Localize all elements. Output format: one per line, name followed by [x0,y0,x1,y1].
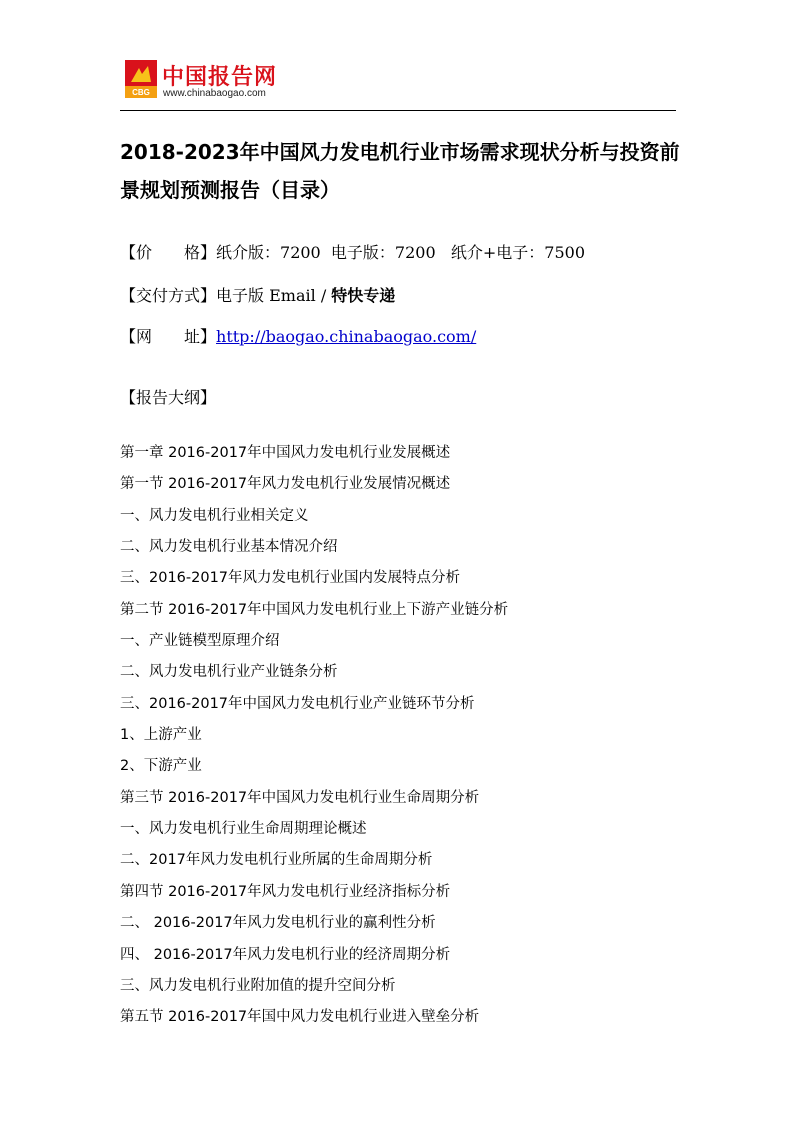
toc-item: 三、风力发电机行业附加值的提升空间分析 [120,977,396,994]
toc-item: 二、2017年风力发电机行业所属的生命周期分析 [120,852,433,869]
price-row [120,240,585,263]
page-header [120,58,680,104]
toc-item: 第二节 2016-2017年中国风力发电机行业上下游产业链分析 [120,601,509,618]
toc-item: 四、 2016-2017年风力发电机行业的经济周期分析 [120,946,451,963]
toc-item: 第四节 2016-2017年风力发电机行业经济指标分析 [120,883,451,900]
delivery-label: 【交付方式】 [120,286,217,305]
toc-item: 一、风力发电机行业相关定义 [120,507,309,524]
delivery-value: 电子版 Email / [216,286,332,305]
price-value: 纸介版：7200 电子版：7200 纸介+电子：7500 [216,243,586,262]
site-address: www.chinabaogao.com [163,88,266,99]
url-label: 【网 址】 [120,327,217,346]
url-row [120,324,476,347]
toc-item: 二、 2016-2017年风力发电机行业的赢利性分析 [120,915,436,932]
cbg-logo-icon [125,60,157,98]
toc-item: 三、2016-2017年中国风力发电机行业产业链环节分析 [120,695,475,712]
toc-item: 二、风力发电机行业基本情况介绍 [120,539,338,556]
toc-item: 一、产业链模型原理介绍 [120,633,280,650]
price-label: 【价 格】 [120,243,217,262]
table-of-contents [120,440,680,1036]
report-url-link[interactable]: http://baogao.chinabaogao.com/ [216,327,477,346]
outline-heading: 【报告大纲】 [120,388,217,407]
header-divider [120,110,676,111]
toc-item: 二、风力发电机行业产业链条分析 [120,664,338,681]
toc-item: 第一节 2016-2017年风力发电机行业发展情况概述 [120,476,451,493]
delivery-row [120,283,395,306]
toc-item: 三、2016-2017年风力发电机行业国内发展特点分析 [120,570,461,587]
toc-item: 2、下游产业 [120,758,202,775]
toc-item: 第一章 2016-2017年中国风力发电机行业发展概述 [120,445,451,461]
delivery-bold: 特快专递 [331,286,396,305]
toc-item: 1、上游产业 [120,727,202,744]
report-title: 2018-2023年中国风力发电机行业市场需求现状分析与投资前景规划预测报告（目录） [120,140,680,202]
brand-name: 中国报告网 [162,65,278,90]
logo-text: CBG [132,88,150,97]
toc-item: 第三节 2016-2017年中国风力发电机行业生命周期分析 [120,789,480,806]
toc-item: 第五节 2016-2017年国中风力发电机行业进入壁垒分析 [120,1009,480,1026]
toc-item: 一、风力发电机行业生命周期理论概述 [120,821,367,838]
